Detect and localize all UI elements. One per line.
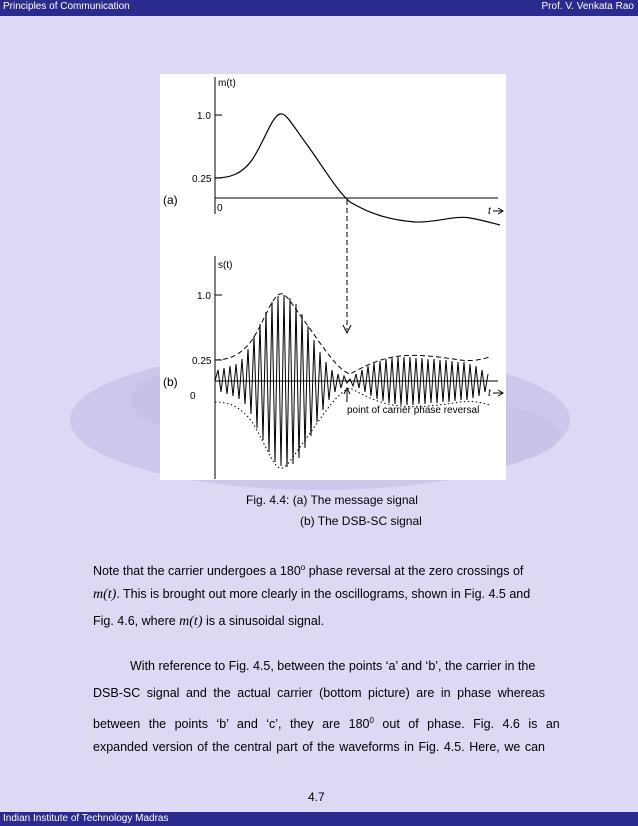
paragraph-1-line-3: Fig. 4.6, where m(t) is a sinusoidal signal. <box>93 614 325 629</box>
top-y-tick-low-label: 0.25 <box>192 174 212 185</box>
paragraph-2-line-4: expanded version of the central part of the waveforms in Fig. 4.5. Here, we can <box>93 740 545 754</box>
paragraph-1-line-1: Note that the carrier undergoes a 180$^o$ phase reversal at the zero crossings of <box>93 563 524 579</box>
figure-caption-line1: Fig. 4.4: (a) The message signal <box>246 493 418 507</box>
message-signal-curve <box>215 114 500 225</box>
top-y-tick-high-label: 1.0 <box>197 111 211 122</box>
paragraph-1 <box>93 554 545 635</box>
top-panel-label: (a) <box>163 193 178 207</box>
bottom-y-tick-low-label: 0.25 <box>192 356 212 367</box>
header-author: Prof. V. Venkata Rao <box>541 1 634 12</box>
paragraph-2-line-1: With reference to Fig. 4.5, between the points ‘a’ and ‘b’, the carrier in the <box>130 659 536 673</box>
bottom-y-tick-high-label: 1.0 <box>197 291 211 302</box>
bottom-origin-label: 0 <box>190 391 196 402</box>
top-origin-label: 0 <box>217 203 223 214</box>
top-x-axis-label: t <box>488 206 491 217</box>
bottom-x-axis-label: t <box>488 388 491 399</box>
page-number: 4.7 <box>308 790 325 804</box>
top-y-axis-label: m(t) <box>218 78 236 89</box>
paragraph-1-line-2: m(t). This is brought out more clearly in the oscillograms, shown in Fig. 4.5 and <box>93 587 531 602</box>
math-m-of-t: m(t) <box>93 587 117 602</box>
figure-caption-line2: (b) The DSB-SC signal <box>300 514 422 528</box>
math-m-of-t: m(t) <box>179 614 203 629</box>
bottom-y-axis-label: s(t) <box>218 260 233 271</box>
paragraph-2-line-2: DSB-SC signal and the actual carrier (bottom picture) are in phase whereas <box>93 686 545 700</box>
paragraph-2-line-3: between the points ‘b’ and ‘c’, they are $180^0$ out of phase. Fig. 4.6 is an <box>93 716 560 732</box>
paragraph-2 <box>93 653 560 761</box>
figure-plot <box>160 74 506 480</box>
footer-institution: Indian Institute of Technology Madras <box>3 813 169 824</box>
figure-4-4 <box>160 74 506 480</box>
page-header <box>0 0 638 16</box>
bottom-panel-label: (b) <box>163 375 178 389</box>
page-footer <box>0 812 638 826</box>
phase-reversal-annotation: point of carrier phase reversal <box>347 405 480 416</box>
header-course-title: Principles of Communication <box>3 1 130 12</box>
upper-envelope-dashed <box>215 294 490 374</box>
